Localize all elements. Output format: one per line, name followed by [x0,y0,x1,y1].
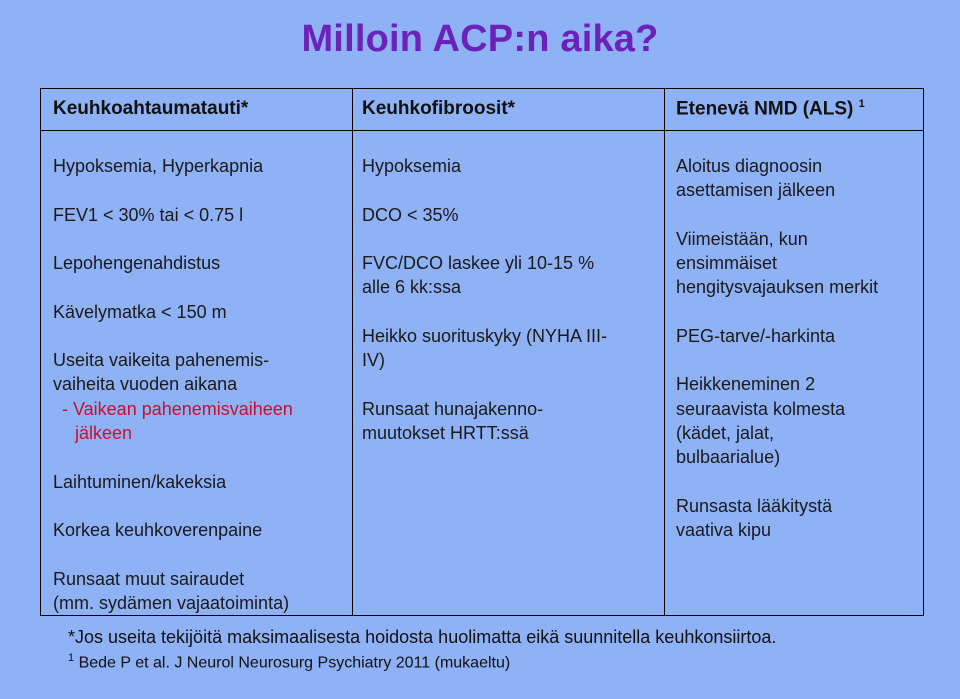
table-left-border [40,88,41,616]
als-respiratory-l2: ensimmäiset [676,253,778,273]
footnote-reference [68,652,510,672]
copd-hypoxemia: Hypoksemia, Hyperkapnia [53,156,264,176]
header-nmd-als [676,98,865,120]
als-peg: PEG-tarve/-harkinta [676,326,836,346]
als-decline-l1: Heikkeneminen 2 [676,374,816,394]
als-pain-l2: vaativa kipu [676,520,772,540]
table-right-border [923,88,924,616]
copd-cachexia: Laihtuminen/kakeksia [53,472,227,492]
slide-title: Milloin ACP:n aika? [301,18,659,60]
header-nmd-als-ref: 1 [858,98,865,110]
copd-comorbidities-l2: (mm. sydämen vajaatoiminta) [53,593,290,613]
table-bottom-border [40,615,924,616]
ipf-performance-l1: Heikko suorituskyky (NYHA III- [362,326,608,346]
footnote-reference-mark: 1 [68,652,75,664]
table-top-border [40,88,924,89]
header-nmd-als-text: Etenevä NMD (ALS) [676,98,854,120]
copd-pulmonary-hypertension: Korkea keuhkoverenpaine [53,520,263,540]
header-copd: Keuhkoahtaumatauti* [53,98,249,119]
als-decline-l3: (kädet, jalat, [676,423,775,443]
ipf-fvc-dco-l1: FVC/DCO laskee yli 10-15 % [362,253,595,273]
als-respiratory-l3: hengitysvajauksen merkit [676,277,879,297]
als-decline-l4: bulbaarialue) [676,447,781,467]
als-respiratory-l1: Viimeistään, kun [676,229,808,249]
als-start-l2: asettamisen jälkeen [676,180,836,200]
footnote-transplant: *Jos useita tekijöitä maksimaalisesta hoidosta huolimatta eikä suunnitella keuhkonsiirtoa. [68,627,777,647]
ipf-hypoxemia: Hypoksemia [362,156,462,176]
copd-comorbidities-l1: Runsaat muut sairaudet [53,569,245,589]
header-pulmonary-fibrosis: Keuhkofibroosit* [362,98,516,119]
als-decline-l2: seuraavista kolmesta [676,399,846,419]
table-header-divider [40,130,924,131]
ipf-honeycombing-l2: muutokset HRTT:ssä [362,423,529,443]
copd-exacerbations-l2: vaiheita vuoden aikana [53,374,238,394]
table-col-divider-2 [664,88,665,616]
als-start-l1: Aloitus diagnoosin [676,156,823,176]
copd-fev1: FEV1 < 30% tai < 0.75 l [53,205,244,225]
ipf-performance-l2: IV) [362,350,386,370]
table-col-divider-1 [352,88,353,616]
copd-exacerbations-l1: Useita vaikeita pahenemis- [53,350,270,370]
ipf-honeycombing-l1: Runsaat hunajakenno- [362,399,544,419]
copd-exacerbation-sub-l1: - Vaikean pahenemisvaiheen [62,399,293,419]
copd-exacerbation-sub-l2: jälkeen [75,423,133,443]
ipf-fvc-dco-l2: alle 6 kk:ssa [362,277,462,297]
footnote-reference-text: Bede P et al. J Neurol Neurosurg Psychiatry 2011 (mukaeltu) [74,654,511,672]
ipf-dco: DCO < 35% [362,205,459,225]
copd-walking-distance: Kävelymatka < 150 m [53,302,227,322]
als-pain-l1: Runsasta lääkitystä [676,496,833,516]
copd-rest-dyspnea: Lepohengenahdistus [53,253,221,273]
